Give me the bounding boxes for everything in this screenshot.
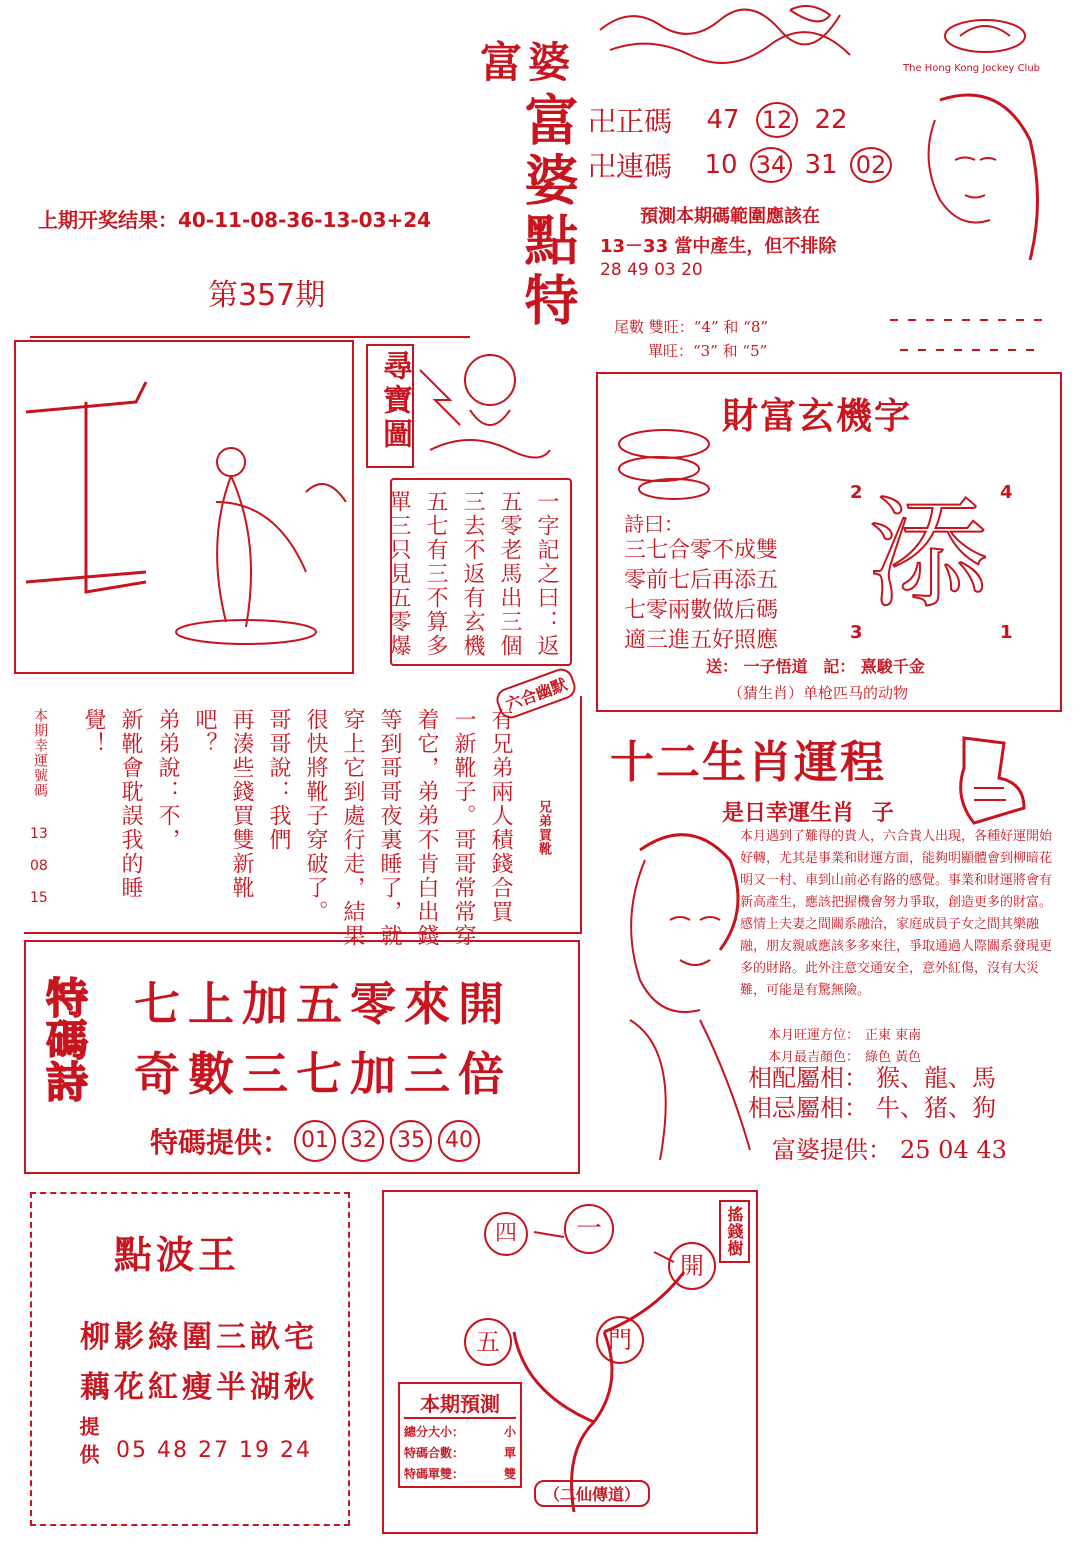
tail-line2: 單旺：“3” 和 “5” bbox=[648, 342, 768, 360]
dianbo-provide-label: 提供 bbox=[76, 1416, 100, 1472]
issue-number: 第357期 bbox=[208, 278, 326, 313]
special-code-panel bbox=[24, 940, 580, 1174]
prediction-value: 小 bbox=[503, 1425, 516, 1439]
direction-label: 本月旺運方位： bbox=[768, 1028, 860, 1043]
cupid-illustration bbox=[410, 330, 560, 480]
special-number: 40 bbox=[438, 1120, 480, 1162]
jockey-club-label: The Hong Kong Jockey Club bbox=[903, 63, 1041, 74]
special-provider-row bbox=[150, 1120, 480, 1162]
scroll-line: 一字記之曰：返 bbox=[534, 490, 559, 658]
story-title: 兄弟買靴 bbox=[536, 800, 551, 856]
zheng-row bbox=[588, 100, 856, 140]
range-line1: 預測本期碼範圍應該在 bbox=[640, 206, 820, 227]
zodiac-provider-numbers: 25 04 43 bbox=[900, 1136, 1007, 1164]
special-number: 01 bbox=[294, 1120, 336, 1162]
ornament-doodle bbox=[590, 0, 890, 70]
lucky-numbers bbox=[30, 818, 52, 914]
zodiac-paragraph: 本月遇到了難得的貴人，六合貴人出現，各種好運開始好轉，尤其是事業和財運方面，能夠明顯體會到柳暗花明又一村、車到山前必有路的感覺。事業和財運將會有新高產生，應該把握機會努力爭取，創造更多的財富。感情上夫妻之間關系融洽，家庭成員子女之間其樂融融，朋友親戚應該多多來往，爭取通過人際關系發現更多的財路。此外注意交通安全，意外紅傷，沒有大災難，可能是有驚無險。 bbox=[740, 829, 1053, 998]
direction-line bbox=[768, 1024, 921, 1043]
note-text: 熹駿千金 bbox=[860, 657, 925, 676]
tree-node: 一 bbox=[564, 1204, 614, 1254]
lucky-number: 13 bbox=[30, 826, 48, 842]
zodiac-provider-line bbox=[772, 1130, 1007, 1165]
special-poem-side-title: 特碼詩 bbox=[40, 976, 89, 1102]
lucky-zodiac-label: 是日幸運生肖 bbox=[722, 801, 855, 826]
scroll-line: 單三只見五零爆 bbox=[386, 490, 411, 658]
previous-result-label: 上期开奖结果： bbox=[38, 208, 178, 232]
lucky-zodiac-value: 子 bbox=[871, 801, 894, 826]
poem-line: 適三進五好照應 bbox=[624, 628, 779, 653]
riddle-big-character: 添 bbox=[868, 486, 988, 625]
wealth-send-line bbox=[706, 654, 925, 677]
poem-line: 七零兩數做后碼 bbox=[624, 598, 779, 623]
wealth-panel bbox=[596, 372, 1062, 712]
treasure-picture-frame bbox=[14, 340, 354, 674]
prediction-label: 特碼合數： bbox=[404, 1446, 465, 1460]
prediction-value: 單 bbox=[503, 1446, 516, 1460]
girl-portrait-illustration bbox=[880, 80, 1060, 360]
match-label: 相配屬相： bbox=[748, 1064, 868, 1092]
poem-line: 三七合零不成雙 bbox=[624, 538, 779, 563]
lian-number: 10 bbox=[704, 150, 738, 180]
treasure-scroll bbox=[386, 478, 572, 666]
dianbo-line1: 柳影綠圍三畝宅 bbox=[80, 1320, 318, 1355]
zheng-number-circled: 12 bbox=[756, 102, 798, 138]
prediction-row bbox=[404, 1423, 516, 1440]
clash-value: 牛、猪、狗 bbox=[876, 1094, 996, 1122]
prediction-label: 總分大小： bbox=[404, 1425, 465, 1439]
note-label: 記： bbox=[823, 657, 856, 676]
money-tree-title: 搖錢樹 bbox=[719, 1200, 750, 1263]
story-line: 再湊些錢買雙新靴 bbox=[229, 708, 254, 900]
jockey-club-logo bbox=[930, 8, 1040, 63]
send-text: 一子悟道 bbox=[743, 657, 808, 676]
lian-number: 31 bbox=[804, 150, 838, 180]
fupo-brand: 富婆 bbox=[480, 38, 577, 87]
prediction-row bbox=[404, 1465, 516, 1482]
lian-number-circled: 34 bbox=[750, 147, 792, 183]
fist-illustration bbox=[944, 728, 1054, 838]
humor-badge: 六合幽默 bbox=[493, 665, 579, 721]
zheng-label: 卍正碼 bbox=[588, 105, 673, 138]
story-line: 哥哥說：我們 bbox=[266, 708, 291, 852]
previous-result bbox=[38, 204, 431, 233]
poem-lines bbox=[624, 536, 778, 656]
story-line: 覺！ bbox=[81, 708, 106, 756]
story-line: 一新靴子。哥哥常常穿 bbox=[451, 708, 476, 948]
zheng-number: 47 bbox=[706, 105, 740, 135]
coins-illustration bbox=[604, 414, 724, 504]
story-line: 穿上它到處行走，結果 bbox=[340, 708, 365, 948]
tree-node: 四 bbox=[484, 1212, 528, 1256]
tail-line1: 尾數 雙旺：“4” 和 “8” bbox=[614, 318, 769, 336]
special-provider-label: 特碼提供： bbox=[150, 1126, 291, 1159]
story-line: 等到哥哥夜裏睡了，就 bbox=[377, 708, 402, 948]
tree-node: 五 bbox=[464, 1318, 512, 1366]
match-value: 猴、龍、馬 bbox=[876, 1064, 996, 1092]
dianbo-numbers: 05 48 27 19 24 bbox=[116, 1438, 312, 1463]
corner-number: 3 bbox=[850, 622, 863, 643]
tree-node: 門 bbox=[596, 1316, 644, 1364]
poem-label: 詩曰： bbox=[624, 512, 684, 536]
treasure-title-box bbox=[366, 344, 414, 468]
prediction-value: 雙 bbox=[503, 1467, 516, 1481]
zodiac-provider-label: 富婆提供： bbox=[772, 1136, 892, 1164]
dianbo-line2: 藕花紅瘦半湖秋 bbox=[80, 1370, 318, 1405]
poem-line: 零前七后再添五 bbox=[624, 568, 779, 593]
lucky-number: 15 bbox=[30, 890, 48, 906]
prediction-row bbox=[404, 1444, 516, 1461]
direction-value: 正東 東南 bbox=[865, 1028, 922, 1043]
story-line: 吧？ bbox=[192, 708, 217, 756]
dianbo-panel bbox=[30, 1192, 350, 1526]
story-line: 弟弟說：不， bbox=[155, 708, 180, 852]
special-line2: 奇數三七加三倍 bbox=[134, 1047, 512, 1101]
divider bbox=[30, 336, 470, 338]
range-line3: 28 49 03 20 bbox=[600, 260, 703, 280]
scroll-line: 五七有三不算多 bbox=[423, 490, 448, 658]
treasure-title: 尋寶圖 bbox=[377, 350, 412, 452]
prediction-title: 本期預測 bbox=[404, 1388, 516, 1419]
corner-number: 1 bbox=[1000, 622, 1013, 643]
color-value: 綠色 黃色 bbox=[865, 1050, 922, 1065]
color-label: 本月最吉顏色： bbox=[768, 1050, 860, 1065]
zodiac-title: 十二生肖運程 bbox=[610, 737, 886, 788]
range-line2: 13－33 當中產生，但不排除 bbox=[600, 236, 837, 257]
special-line1: 七上加五零來開 bbox=[134, 977, 512, 1031]
corner-number: 4 bbox=[1000, 482, 1013, 503]
lucky-number: 08 bbox=[30, 858, 48, 874]
send-label: 送： bbox=[706, 657, 739, 676]
prediction-label: 特碼單雙： bbox=[404, 1467, 465, 1481]
story-line: 着它，弟弟不肯白出錢 bbox=[414, 708, 439, 948]
story-text bbox=[72, 708, 516, 948]
clash-line bbox=[748, 1088, 996, 1123]
story-line: 新靴會耽誤我的睡 bbox=[118, 708, 143, 900]
dancer-illustration bbox=[16, 342, 352, 672]
special-number: 35 bbox=[390, 1120, 432, 1162]
zheng-number: 22 bbox=[814, 105, 848, 135]
corner-number: 2 bbox=[850, 482, 863, 503]
lian-label: 卍連碼 bbox=[588, 150, 673, 183]
lucky-number-label: 本期幸運號碼 bbox=[32, 708, 48, 798]
smiling-woman-illustration bbox=[600, 820, 760, 1170]
lian-number-circled: 02 bbox=[850, 147, 892, 183]
previous-result-value: 40-11-08-36-13-03+24 bbox=[178, 208, 432, 232]
lian-row bbox=[588, 145, 898, 185]
tree-node: 開 bbox=[668, 1242, 716, 1290]
story-line: 有兄弟兩人積錢合買 bbox=[488, 708, 513, 924]
story-line: 很快將靴子穿破了。 bbox=[303, 708, 328, 924]
wealth-title: 財富玄機字 bbox=[722, 395, 913, 437]
fupo-title: 富婆點特 bbox=[516, 92, 580, 332]
scroll-text bbox=[377, 490, 562, 658]
tree-caption: （二仙傳道） bbox=[534, 1480, 650, 1507]
clash-label: 相忌屬相： bbox=[748, 1094, 868, 1122]
dianbo-title: 點波王 bbox=[114, 1232, 241, 1277]
money-tree-panel bbox=[382, 1190, 758, 1534]
wealth-hint: （猜生肖）单枪匹马的动物 bbox=[728, 684, 909, 702]
special-number: 32 bbox=[342, 1120, 384, 1162]
prediction-box bbox=[398, 1382, 522, 1488]
scroll-line: 五零老馬出三個 bbox=[497, 490, 522, 658]
scroll-line: 三去不返有玄機 bbox=[460, 490, 485, 658]
